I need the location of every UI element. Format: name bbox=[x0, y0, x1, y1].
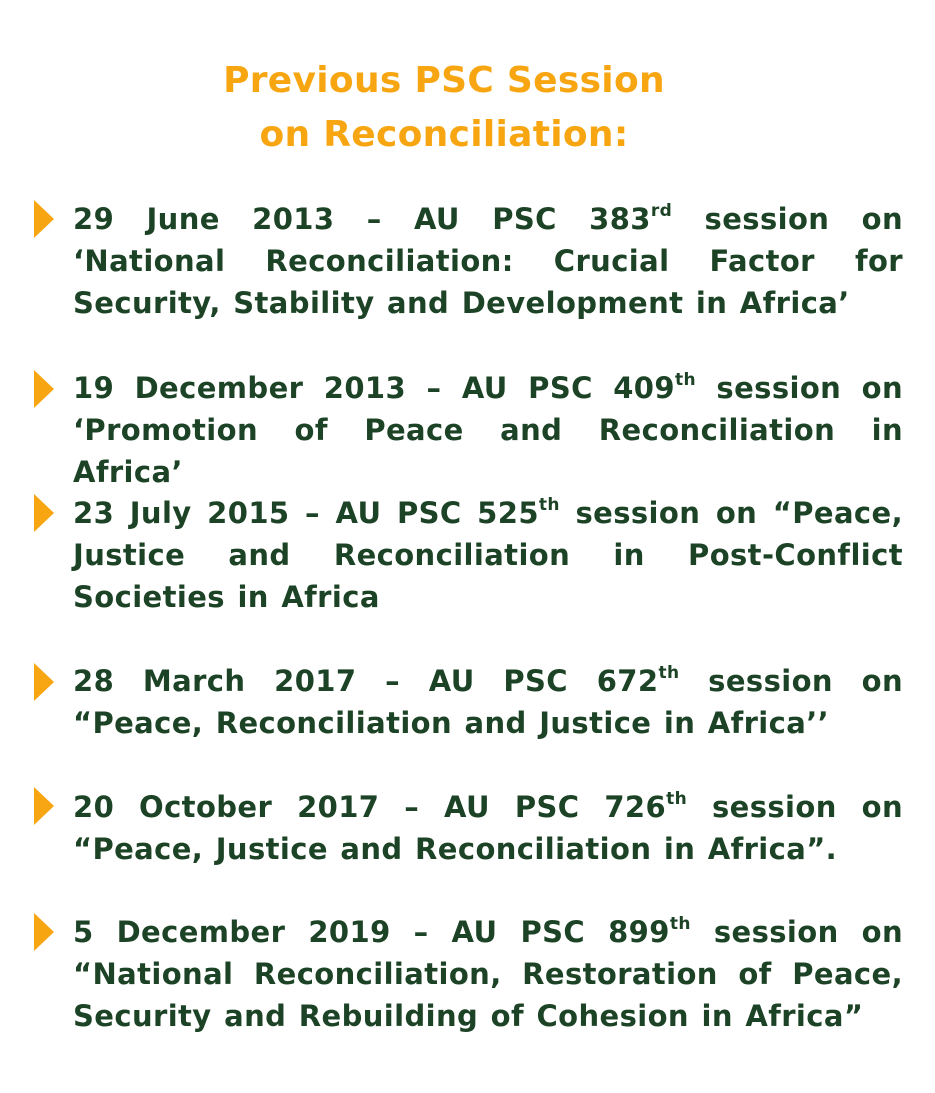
triangle-arrow-right-icon bbox=[34, 787, 54, 825]
session-text: 19 December 2013 – AU PSC 409th session on ‘Promotion of Peace and Reconciliation in Africa’ bbox=[73, 370, 903, 489]
triangle-arrow-right-icon bbox=[34, 494, 54, 532]
triangle-arrow-right-icon bbox=[34, 370, 54, 408]
triangle-arrow-right-icon bbox=[34, 913, 54, 951]
session-text: 23 July 2015 – AU PSC 525th session on “Peace, Justice and Reconciliation in Post-Conflict Societies in Africa bbox=[73, 495, 903, 614]
triangle-arrow-right-icon bbox=[34, 200, 54, 238]
session-text: 5 December 2019 – AU PSC 899th session on “National Reconciliation, Restoration of Peace, Security and Rebuilding of Cohesion in Africa” bbox=[73, 914, 903, 1033]
session-text: 20 October 2017 – AU PSC 726th session on “Peace, Justice and Reconciliation in Africa”. bbox=[73, 789, 904, 866]
page-title-line-1: Previous PSC Session bbox=[223, 60, 665, 101]
session-text: 29 June 2013 – AU PSC 383rd session on ‘National Reconciliation: Crucial Factor for Security, Stability and Development in Africa’ bbox=[73, 201, 903, 320]
page-title bbox=[0, 54, 888, 162]
page-title-line-2: on Reconciliation: bbox=[259, 114, 629, 155]
session-text: 28 March 2017 – AU PSC 672th session on “Peace, Reconciliation and Justice in Africa’’ bbox=[73, 663, 904, 740]
triangle-arrow-right-icon bbox=[34, 663, 54, 701]
